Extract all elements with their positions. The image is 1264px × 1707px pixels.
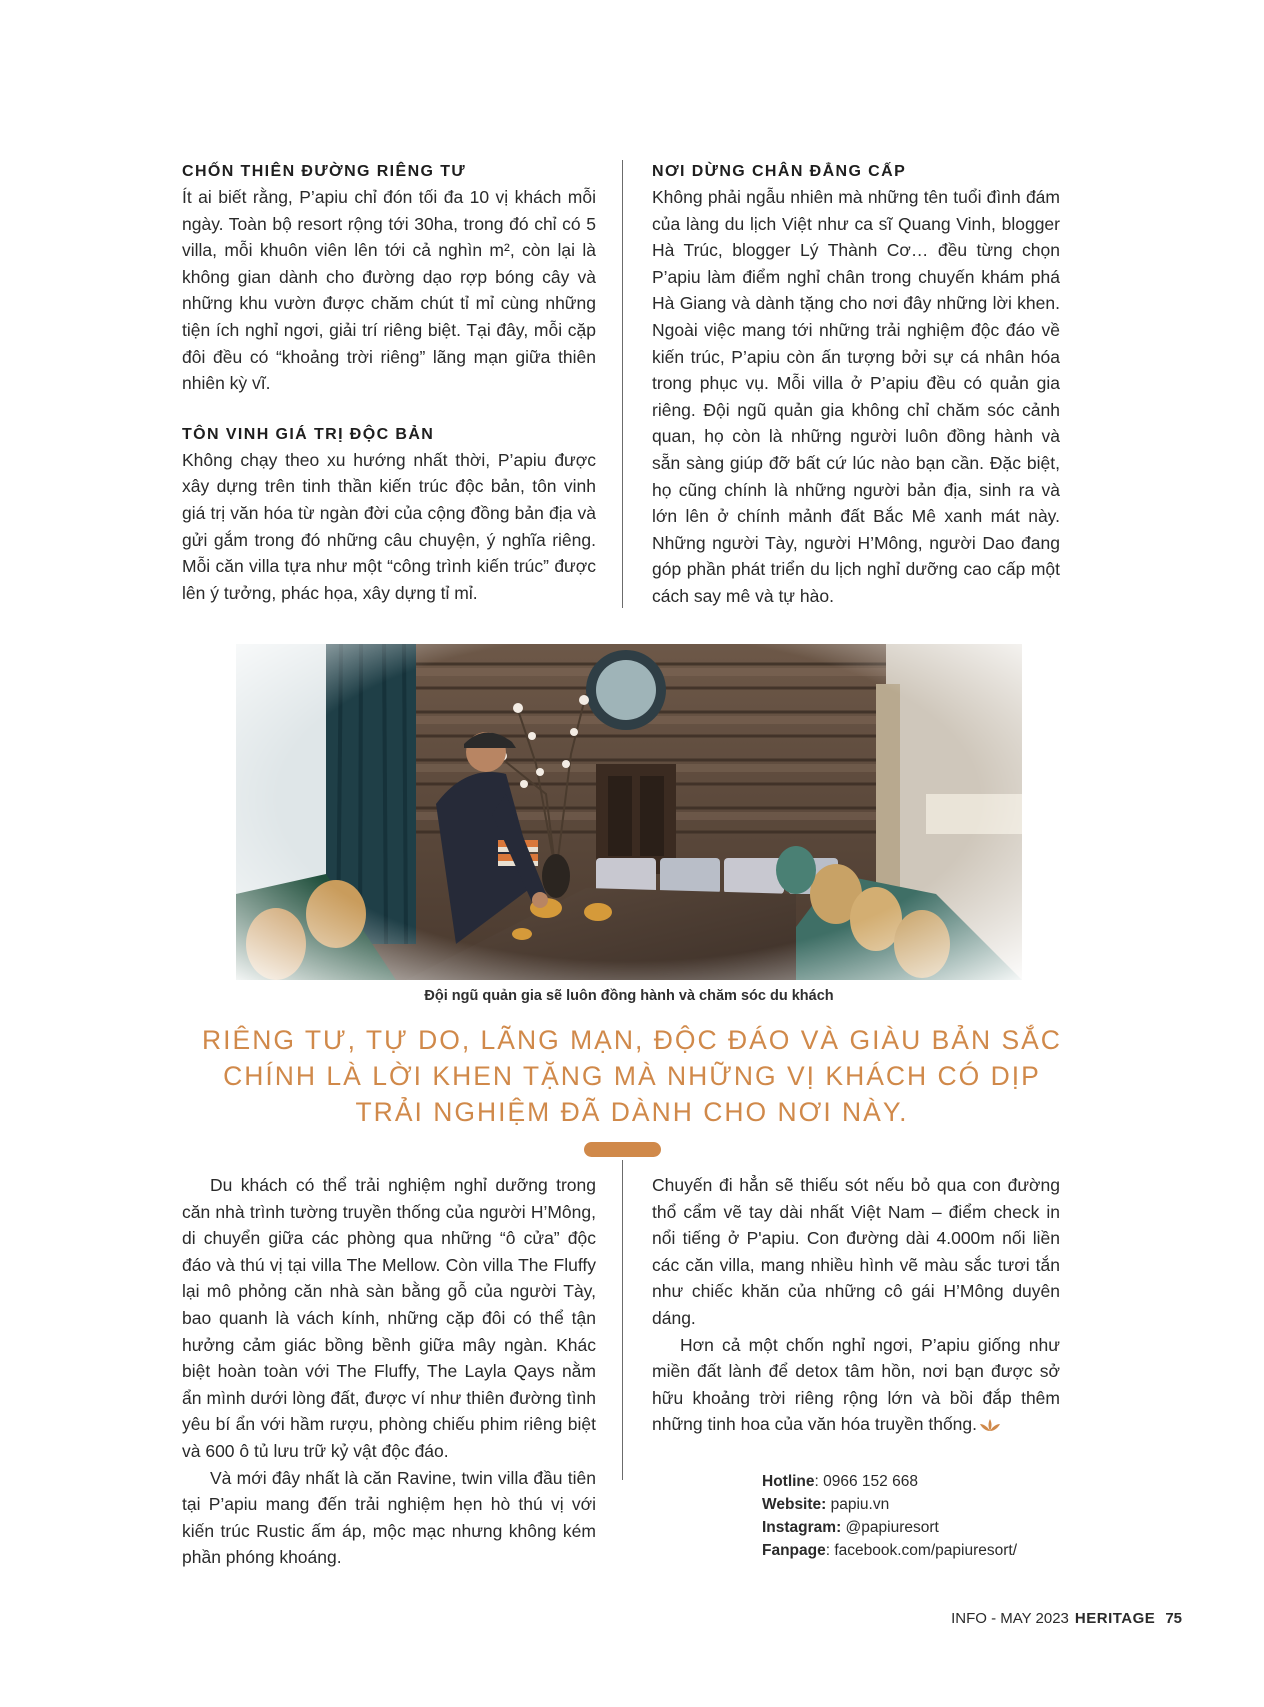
hotline-label: Hotline <box>762 1473 815 1490</box>
section-heading-premium-stay: NƠI DỪNG CHÂN ĐẲNG CẤP <box>652 163 907 180</box>
paragraph-closing <box>652 1332 1060 1438</box>
hotline-value: : 0966 152 668 <box>814 1473 918 1490</box>
column-top-right <box>652 160 1060 610</box>
instagram-value: @papiuresort <box>841 1519 939 1536</box>
feature-photo <box>236 644 1022 980</box>
column-divider-top <box>622 160 623 608</box>
contact-instagram <box>762 1516 1092 1539</box>
magazine-brand: HERITAGE <box>1074 1610 1156 1627</box>
paragraph-private-paradise: Ít ai biết rằng, P’apiu chỉ đón tối đa 10 vị khách mỗi ngày. Toàn bộ resort rộng tới 30ha, trong đó chỉ có 5 villa, mỗi khuôn viên lên tới cả nghìn m², còn lại là không gian dành cho đường dạo rợp bóng cây và những khu vườn được chăm chút tỉ mỉ cùng những tiện ích nghỉ ngơi, giải trí riêng biệt. Tại đây, mỗi cặp đôi đều có “khoảng trời riêng” lãng mạn giữa thiên nhiên kỳ vĩ. <box>182 187 596 394</box>
pull-quote-line: CHÍNH LÀ LỜI KHEN TẶNG MÀ NHỮNG VỊ KHÁCH CÓ DỊP <box>223 1061 1041 1091</box>
column-bottom-right <box>652 1172 1060 1438</box>
fanpage-value: : facebook.com/papiuresort/ <box>825 1542 1018 1559</box>
decorative-divider <box>584 1142 661 1157</box>
page-number: 75 <box>1165 1610 1182 1627</box>
column-bottom-left <box>182 1172 596 1571</box>
paragraph-brocade-road: Chuyến đi hẳn sẽ thiếu sót nếu bỏ qua con đường thổ cẩm vẽ tay dài nhất Việt Nam – điểm check in nổi tiếng ở P'apiu. Con đường dài 4.000m nối liền các căn villa, mang nhiều hình vẽ màu sắc tươi tắn như chiếc khăn của những cô gái H’Mông duyên dáng. <box>652 1175 1060 1328</box>
paragraph-ravine: Và mới đây nhất là căn Ravine, twin villa đầu tiên tại P’apiu mang đến trải nghiệm hẹn hò thú vị với kiến trúc Rustic ấm áp, mộc mạc nhưng không kém phần phóng khoáng. <box>182 1467 596 1568</box>
fanpage-label: Fanpage <box>762 1542 826 1559</box>
contact-website <box>762 1493 1092 1516</box>
paragraph-premium-stay: Không phải ngẫu nhiên mà những tên tuổi đình đám của làng du lịch Việt như ca sĩ Quang Vinh, blogger Hà Trúc, blogger Lý Thành Cơ… đều từng chọn P’apiu làm điểm nghỉ chân trong chuyến khám phá Hà Giang và dành tặng cho nơi đây những lời khen. Ngoài việc mang tới những trải nghiệm độc đáo về kiến trúc, P’apiu còn ấn tượng bởi sự cá nhân hóa trong phục vụ. Mỗi villa ở P’apiu đều có quản gia riêng. Đội ngũ quản gia không chỉ chăm sóc cảnh quan, họ còn là những người luôn đồng hành và sẵn sàng giúp đỡ bất cứ lúc nào bạn cần. Đặc biệt, họ cũng chính là những người bản địa, sinh ra và lớn lên ở chính mảnh đất Bắc Mê xanh mát này. Những người Tày, người H’Mông, người Dao đang góp phần phát triển du lịch nghỉ dưỡng cao cấp một cách say mê và tự hào. <box>652 187 1060 606</box>
pull-quote-line: RIÊNG TƯ, TỰ DO, LÃNG MẠN, ĐỘC ĐÁO VÀ GIÀU BẢN SẮC <box>202 1025 1062 1055</box>
column-top-left <box>182 160 596 606</box>
pull-quote <box>200 1022 1064 1130</box>
contact-fanpage <box>762 1539 1092 1562</box>
closing-text: Hơn cả một chốn nghỉ ngơi, P’apiu giống như miền đất lành để detox tâm hồn, nơi bạn được sở hữu khoảng trời riêng rộng lớn và bồi đắp thêm những tinh hoa của văn hóa truyền thống. <box>652 1334 1060 1435</box>
section-heading-private-paradise: CHỐN THIÊN ĐƯỜNG RIÊNG TƯ <box>182 163 467 180</box>
issue-label: INFO - MAY 2023 <box>951 1610 1069 1627</box>
page-footer <box>951 1610 1182 1627</box>
section-heading-unique-value: TÔN VINH GIÁ TRỊ ĐỘC BẢN <box>182 425 435 443</box>
contact-info <box>762 1470 1092 1562</box>
instagram-label: Instagram: <box>762 1519 842 1536</box>
pull-quote-line: TRẢI NGHIỆM ĐÃ DÀNH CHO NƠI NÀY. <box>355 1097 909 1127</box>
lotus-icon <box>979 1418 1001 1432</box>
website-label: Website: <box>762 1496 827 1513</box>
paragraph-villas: Du khách có thể trải nghiệm nghỉ dưỡng trong căn nhà trình tường truyền thống của người H’Mông, di chuyển giữa các phòng qua những “ô cửa” độc đáo và thú vị tại villa The Mellow. Còn villa The Fluffy lại mô phỏng căn nhà sàn bằng gỗ của người Tày, bao quanh là vách kính, những cặp đôi có thể tận hưởng cảm giác bồng bềnh giữa mây ngàn. Khác biệt hoàn toàn với The Fluffy, The Layla Qays nằm ẩn mình dưới lòng đất, được ví như thiên đường tình yêu bí ẩn với hầm rượu, phòng chiếu phim riêng biệt và 600 ô tủ lưu trữ kỷ vật độc đáo. <box>182 1175 596 1461</box>
photo-caption: Đội ngũ quản gia sẽ luôn đồng hành và chăm sóc du khách <box>424 988 834 1004</box>
website-value: papiu.vn <box>826 1496 890 1513</box>
paragraph-unique-value: Không chạy theo xu hướng nhất thời, P’apiu được xây dựng trên tinh thần kiến trúc độc bản, tôn vinh giá trị văn hóa từ ngàn đời của cộng đồng bản địa và gửi gắm trong đó những câu chuyện, ý nghĩa riêng. Mỗi căn villa tựa như một “công trình kiến trúc” được lên ý tưởng, phác họa, xây dựng tỉ mỉ. <box>182 449 596 603</box>
contact-hotline <box>762 1470 1092 1493</box>
column-divider-bottom <box>622 1160 623 1480</box>
